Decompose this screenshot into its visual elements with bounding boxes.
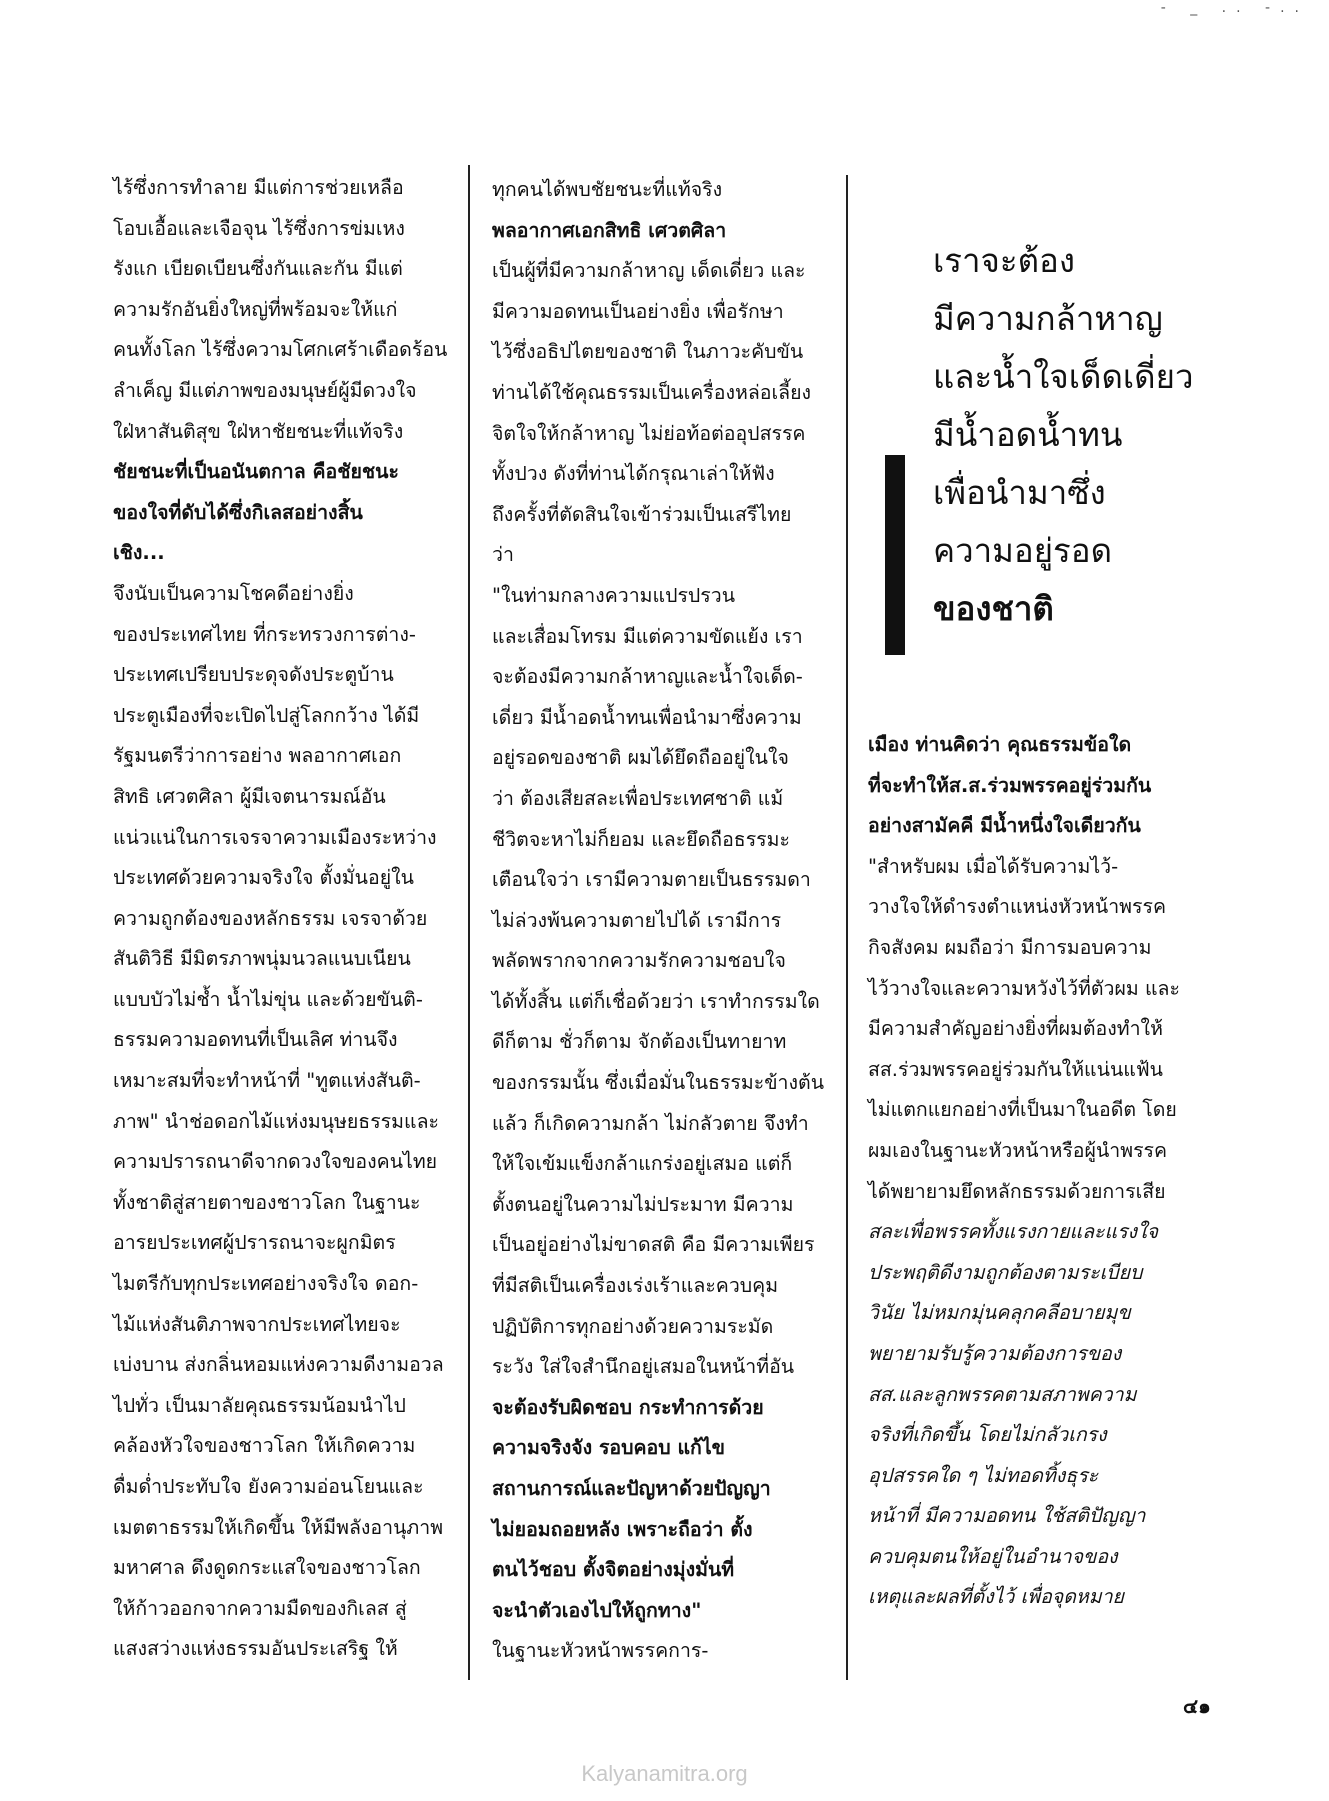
text-line: แสงสว่างแห่งธรรมอันประเสริฐ ให้ <box>113 1637 398 1661</box>
text-line: ผมเองในฐานะหัวหน้าหรือผู้นำพรรค <box>868 1138 1168 1162</box>
text-line: ไม่ยอมถอยหลัง เพราะถือว่า ตั้ง <box>492 1517 753 1541</box>
text-line: ไม้แห่งสันติภาพจากประเทศไทยจะ <box>113 1312 401 1336</box>
text-line: อยู่รอดของชาติ ผมได้ยึดถืออยู่ในใจ <box>492 746 789 770</box>
text-line: อุปสรรคใด ๆ ไม่ทอดทิ้งธุระ <box>868 1463 1099 1487</box>
text-line: เตือนใจว่า เรามีความตายเป็นธรรมดา <box>492 868 811 892</box>
text-line: ได้พยายามยึดหลักธรรมด้วยการเสีย <box>868 1179 1166 1203</box>
text-line: สิทธิ เศวตศิลา ผู้มีเจตนารมณ์อัน <box>113 784 386 808</box>
text-line: ประเทศเปรียบประดุจดังประตูบ้าน <box>113 663 394 687</box>
text-line: ความรักอันยิ่งใหญ่ที่พร้อมจะให้แก่ <box>113 297 398 321</box>
text-line: จะต้องรับผิดชอบ กระทำการด้วย <box>492 1395 764 1419</box>
text-line: คนทั้งโลก ไร้ซึ่งความโศกเศร้าเดือดร้อน <box>113 338 448 362</box>
text-line: ว่า <box>492 543 514 567</box>
text-line: คล้องหัวใจของชาวโลก ให้เกิดความ <box>113 1434 416 1458</box>
text-line: เบ่งบาน ส่งกลิ่นหอมแห่งความดีงามอวล <box>113 1353 444 1377</box>
text-line: จริงที่เกิดขึ้น โดยไม่กลัวเกรง <box>868 1423 1107 1447</box>
column-middle <box>492 170 825 1672</box>
text-line: และเสื่อมโทรม มีแต่ความขัดแย้ง เรา <box>492 624 803 648</box>
text-line: ถึงครั้งที่ตัดสินใจเข้าร่วมเป็นเสรีไทย <box>492 502 792 526</box>
watermark: Kalyanamitra.org <box>581 1761 748 1786</box>
text-line: จะต้องมีความกล้าหาญและน้ำใจเด็ด- <box>492 665 803 689</box>
text-line: ว่า ต้องเสียสละเพื่อประเทศชาติ แม้ <box>492 786 784 810</box>
text-line: เชิง... <box>113 541 165 565</box>
text-line: ไมตรีกับทุกประเทศอย่างจริงใจ ดอก- <box>113 1272 419 1296</box>
text-line: ท่านได้ใช้คุณธรรมเป็นเครื่องหล่อเลี้ยง <box>492 380 812 404</box>
pull-quote-line: ความอยู่รอด <box>933 531 1113 570</box>
text-line: ทั้งชาติสู่สายตาของชาวโลก ในฐานะ <box>113 1190 421 1214</box>
pull-quote-bar <box>885 455 905 655</box>
text-line: มหาศาล ดึงดูดกระแสใจของชาวโลก <box>113 1556 421 1580</box>
text-line: ไว้ซึ่งอธิปไตยของชาติ ในภาวะคับขัน <box>492 340 804 364</box>
text-line: ในฐานะหัวหน้าพรรคการ- <box>492 1639 709 1663</box>
text-line: มีความอดทนเป็นอย่างยิ่ง เพื่อรักษา <box>492 299 784 323</box>
text-line: ไว้วางใจและความหวังไว้ที่ตัวผม และ <box>868 976 1180 1000</box>
text-line: ความจริงจัง รอบคอบ แก้ไข <box>492 1436 725 1460</box>
text-line: ชีวิตจะหาไม่ก็ยอม และยึดถือธรรมะ <box>492 827 790 851</box>
column-right <box>868 725 1198 1618</box>
text-line: ที่จะทำให้ส.ส.ร่วมพรรคอยู่ร่วมกัน <box>868 773 1152 797</box>
text-line: แล้ว ก็เกิดความกล้า ไม่กลัวตาย จึงทำ <box>492 1111 809 1135</box>
text-line: จะนำตัวเองไปให้ถูกทาง" <box>492 1598 702 1622</box>
text-line: "ในท่ามกลางความแปรปรวน <box>492 583 736 607</box>
pull-quote-line: มีความกล้าหาญ <box>933 299 1163 338</box>
text-line: เหตุและผลที่ตั้งไว้ เพื่อจุดหมาย <box>868 1585 1124 1609</box>
text-line: ลำเค็ญ มีแต่ภาพของมนุษย์ผู้มีดวงใจ <box>113 378 417 402</box>
text-line: สันติวิธี มีมิตรภาพนุ่มนวลแนบเนียน <box>113 947 411 971</box>
text-line: หน้าที่ มีความอดทน ใช้สติปัญญา <box>868 1504 1146 1528</box>
text-line: ของประเทศไทย ที่กระทรวงการต่าง- <box>113 622 416 646</box>
pull-quote <box>933 232 1193 638</box>
text-line: ได้ทั้งสิ้น แต่ก็เชื่อด้วยว่า เราทำกรรมใด <box>492 989 820 1013</box>
text-line: ไม่ล่วงพ้นความตายไปได้ เรามีการ <box>492 908 782 932</box>
text-line: ความปรารถนาดีจากดวงใจของคนไทย <box>113 1150 438 1174</box>
text-line: สถานการณ์และปัญหาด้วยปัญญา <box>492 1477 771 1500</box>
text-line: กิจสังคม ผมถือว่า มีการมอบความ <box>868 935 1152 959</box>
text-line: จึงนับเป็นความโชคดีอย่างยิ่ง <box>113 581 354 605</box>
text-line: ใฝ่หาสันติสุข ใฝ่หาชัยชนะที่แท้จริง <box>113 419 404 443</box>
column-divider-left <box>468 165 470 1680</box>
text-line: ความถูกต้องของหลักธรรม เจรจาด้วย <box>113 906 428 930</box>
text-line: เดี่ยว มีน้ำอดน้ำทนเพื่อนำมาซึ่งความ <box>492 705 802 729</box>
pull-quote-line: มีน้ำอดน้ำทน <box>933 415 1123 454</box>
column-left <box>113 168 448 1670</box>
text-line: ชัยชนะที่เป็นอนันตกาล คือชัยชนะ <box>113 460 399 484</box>
text-line: ไร้ซึ่งการทำลาย มีแต่การช่วยเหลือ <box>113 176 404 199</box>
page-number: ๔๑ <box>1183 1694 1211 1718</box>
text-line: จิตใจให้กล้าหาญ ไม่ย่อท้อต่ออุปสรรค <box>492 421 806 445</box>
text-line: ของใจที่ดับได้ซึ่งกิเลสอย่างสิ้น <box>113 500 363 524</box>
pull-quote-line: เราจะต้อง <box>933 241 1075 280</box>
text-line: พยายามรับรู้ความต้องการของ <box>868 1341 1122 1365</box>
text-line: ควบคุมตนให้อยู่ในอำนาจของ <box>868 1544 1118 1568</box>
text-line: ธรรมความอดทนที่เป็นเลิศ ท่านจึง <box>113 1028 398 1052</box>
text-line: เหมาะสมที่จะทำหน้าที่ "ทูตแห่งสันติ- <box>113 1069 421 1093</box>
text-line: ปฏิบัติการทุกอย่างด้วยความระมัด <box>492 1314 774 1338</box>
text-line: ประพฤติดีงามถูกต้องตามระเบียบ <box>868 1260 1143 1284</box>
text-line: สส.และลูกพรรคตามสภาพความ <box>868 1382 1137 1406</box>
text-line: ทุกคนได้พบชัยชนะที่แท้จริง <box>492 178 723 201</box>
text-line: สส.ร่วมพรรคอยู่ร่วมกันให้แน่นแฟ้น <box>868 1057 1163 1081</box>
text-line: ให้ก้าวออกจากความมืดของกิเลส สู่ <box>113 1596 407 1620</box>
text-line: ตั้งตนอยู่ในความไม่ประมาท มีความ <box>492 1192 794 1216</box>
text-line: อารยประเทศผู้ปรารถนาจะผูกมิตร <box>113 1231 396 1255</box>
text-line: ทั้งปวง ดังที่ท่านได้กรุณาเล่าให้ฟัง <box>492 462 775 486</box>
text-line: เมตตาธรรมให้เกิดขึ้น ให้มีพลังอานุภาพ <box>113 1515 444 1539</box>
text-line: พลัดพรากจากความรักความชอบใจ <box>492 949 786 973</box>
text-line: สละเพื่อพรรคทั้งแรงกายและแรงใจ <box>868 1220 1159 1244</box>
column-divider-right <box>846 175 848 1680</box>
text-line: ประตูเมืองที่จะเปิดไปสู่โลกกว้าง ได้มี <box>113 703 420 727</box>
text-line: ไม่แตกแยกอย่างที่เป็นมาในอดีต โดย <box>868 1098 1177 1122</box>
pull-quote-line: เพื่อนำมาซึ่ง <box>933 473 1106 512</box>
text-line: ระวัง ใส่ใจสำนึกอยู่เสมอในหน้าที่อัน <box>492 1355 795 1379</box>
text-line: พลอากาศเอกสิทธิ เศวตศิลา <box>492 218 727 242</box>
text-line: ไปทั่ว เป็นมาลัยคุณธรรมน้อมนำไป <box>113 1393 406 1417</box>
text-line: ภาพ" นำช่อดอกไม้แห่งมนุษยธรรมและ <box>113 1109 439 1133</box>
text-line: แบบบัวไม่ช้ำ น้ำไม่ขุ่น และด้วยขันติ- <box>113 987 423 1011</box>
text-line: ดื่มด่ำประทับใจ ยังความอ่อนโยนและ <box>113 1475 424 1498</box>
pull-quote-line: และน้ำใจเด็ดเดี่ยว <box>933 357 1194 396</box>
text-line: เป็นอยู่อย่างไม่ขาดสติ คือ มีความเพียร <box>492 1233 815 1257</box>
text-line: ประเทศด้วยความจริงใจ ตั้งมั่นอยู่ใน <box>113 866 414 890</box>
pull-quote-line: ของชาติ <box>933 589 1054 628</box>
text-line: วินัย ไม่หมกมุ่นคลุกคลีอบายมุข <box>868 1301 1131 1325</box>
text-line: ตนไว้ชอบ ตั้งจิตอย่างมุ่งมั่นที่ <box>492 1558 735 1582</box>
text-line: ของกรรมนั้น ซึ่งเมื่อมั่นในธรรมะข้างต้น <box>492 1071 825 1095</box>
page-corner-marks: - _ .. -.. <box>1160 0 1309 16</box>
text-line: ให้ใจเข้มแข็งกล้าแกร่งอยู่เสมอ แต่ก็ <box>492 1152 793 1176</box>
text-line: ดีก็ตาม ชั่วก็ตาม จักต้องเป็นทายาท <box>492 1030 787 1054</box>
text-line: เป็นผู้ที่มีความกล้าหาญ เด็ดเดี่ยว และ <box>492 259 806 283</box>
text-line: "สำหรับผม เมื่อได้รับความไว้- <box>868 854 1119 878</box>
text-line: มีความสำคัญอย่างยิ่งที่ผมต้องทำให้ <box>868 1017 1163 1041</box>
text-line: เมือง ท่านคิดว่า คุณธรรมข้อใด <box>868 733 1132 756</box>
text-line: รัฐมนตรีว่าการอย่าง พลอากาศเอก <box>113 744 402 768</box>
text-line: ที่มีสติเป็นเครื่องเร่งเร้าและควบคุม <box>492 1274 779 1298</box>
text-line: วางใจให้ดำรงตำแหน่งหัวหน้าพรรค <box>868 895 1167 919</box>
text-line: รังแก เบียดเบียนซึ่งกันและกัน มีแต่ <box>113 257 403 281</box>
text-line: แน่วแน่ในการเจรจาความเมืองระหว่าง <box>113 825 437 849</box>
text-line: โอบเอื้อและเจือจุน ไร้ซึ่งการข่มเหง <box>113 216 405 240</box>
text-line: อย่างสามัคคี มีน้ำหนึ่งใจเดียวกัน <box>868 814 1141 838</box>
